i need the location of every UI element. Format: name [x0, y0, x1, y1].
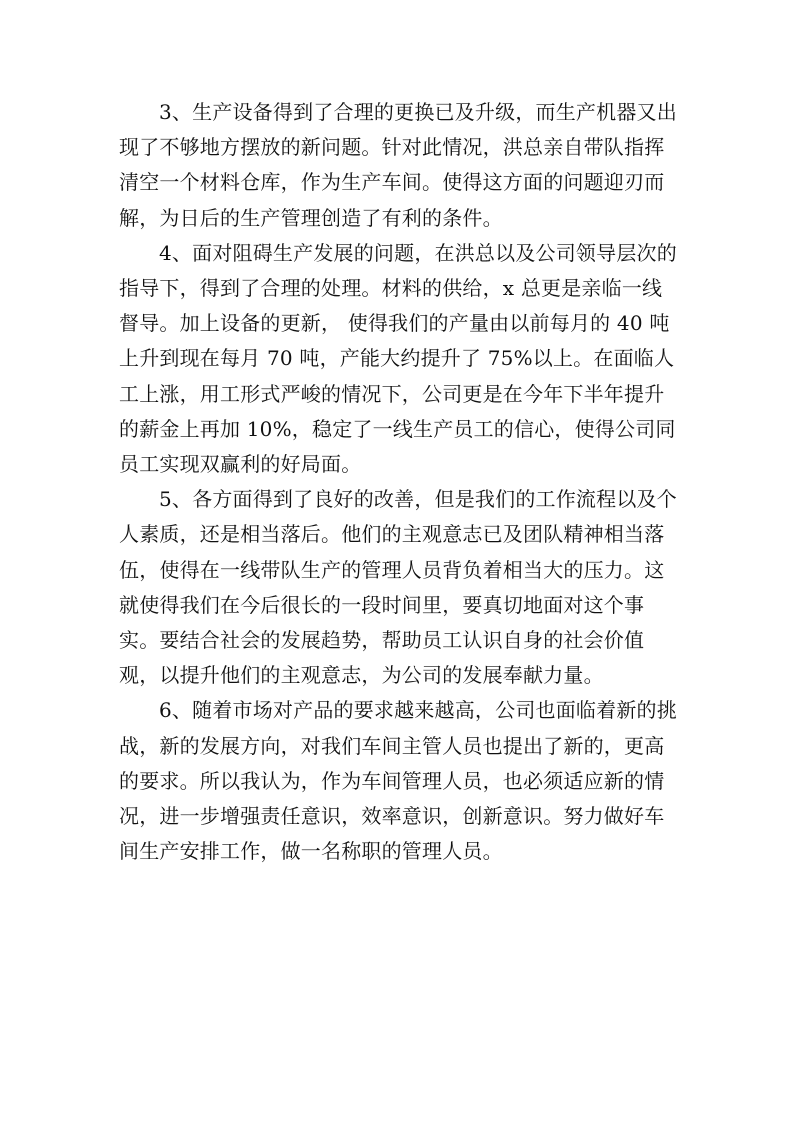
paragraph-4: 4、面对阻碍生产发展的问题，在洪总以及公司领导层次的指导下，得到了合理的处理。材料的供给，x 总更是亲临一线督导。加上设备的更新， 使得我们的产量由以前每月的 40 吨上升到现在每月 70 吨，产能大约提升了 75%以上。在面临人工上涨，用工形式严峻的情况下，公司更是在今年下半年提升的薪金上再加 10%，稳定了一线生产员工的信心，使得公司同员工实现双赢利的好局面。 — [119, 240, 677, 477]
paragraph-6: 6、随着市场对产品的要求越来越高，公司也面临着新的挑战，新的发展方向，对我们车间主管人员也提出了新的，更高的要求。所以我认为，作为车间管理人员，也必须适应新的情况，进一步增强责任意识，效率意识，创新意识。努力做好车间生产安排工作，做一名称职的管理人员。 — [119, 698, 677, 864]
document-body — [119, 95, 679, 869]
paragraph-3: 3、生产设备得到了合理的更换已及升级，而生产机器又出现了不够地方摆放的新问题。针对此情况，洪总亲自带队指挥清空一个材料仓库，作为生产车间。使得这方面的问题迎刃而解，为日后的生产管理创造了有利的条件。 — [119, 100, 677, 230]
paragraph-5: 5、各方面得到了良好的改善，但是我们的工作流程以及个人素质，还是相当落后。他们的主观意志已及团队精神相当落伍，使得在一线带队生产的管理人员背负着相当大的压力。这就使得我们在今后很长的一段时间里，要真切地面对这个事实。要结合社会的发展趋势，帮助员工认识自身的社会价值观，以提升他们的主观意志，为公司的发展奉献力量。 — [119, 487, 677, 688]
